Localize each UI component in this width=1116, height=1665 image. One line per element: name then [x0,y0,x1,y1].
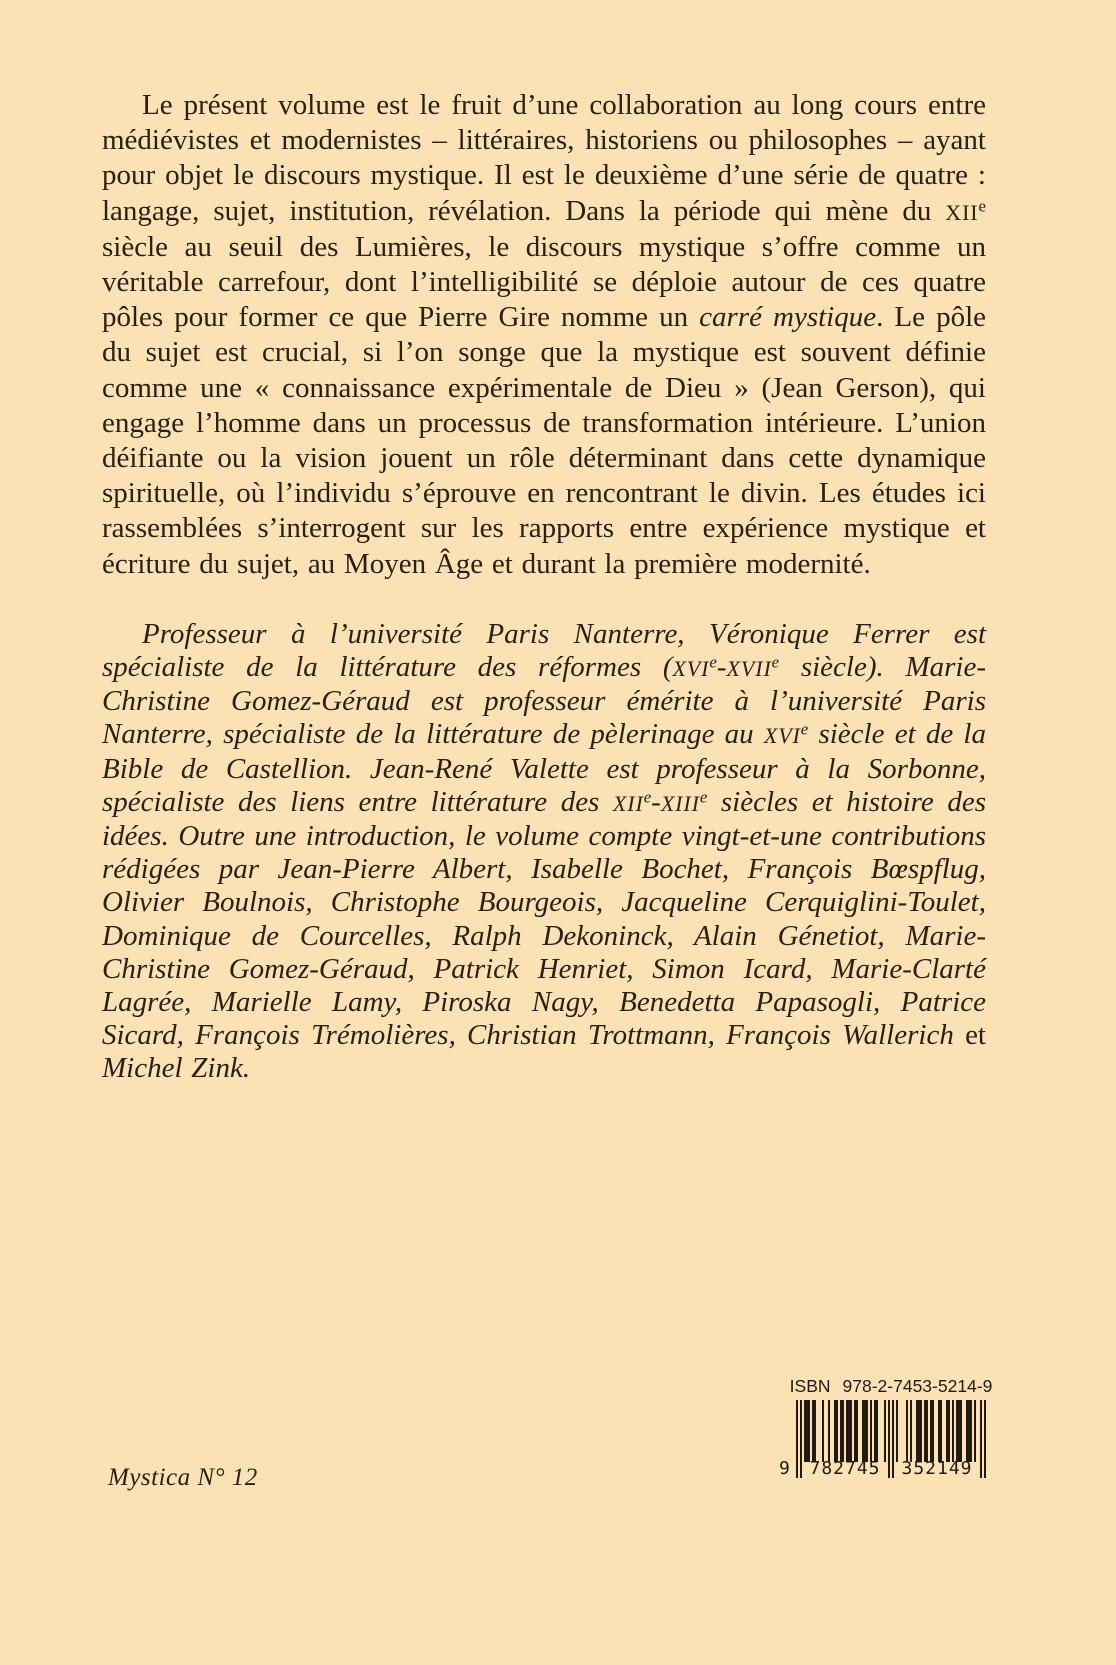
text-segment: e [699,787,708,807]
barcode-digits-right: 352149 [901,1458,973,1479]
barcode-digit-first: 9 [779,1458,790,1479]
text-segment: - [716,651,727,684]
text-segment: e [978,196,986,216]
text-segment: XII [945,199,979,225]
text-segment: XIII [660,790,700,816]
text-segment: e [800,720,809,740]
isbn-label: ISBN [789,1376,831,1396]
text-segment: siècle). Marie-Christine Gomez-Géraud est professeur émérite à l’université Paris Nanterre, spécialiste de la littérature de pèlerinage au [102,651,986,751]
text-segment: Le présent volume est le fruit d’une collaboration au long cours entre médiévistes et modernistes – littéraires, historiens ou philosophes – ayant pour objet le discours mystique. Il est le deuxième d’une série de quatre : langage, sujet, institution, révélation. Dans la période qui mène du [102,89,986,227]
text-segment: siècles et histoire des idées. Outre une introduction, le volume compte vingt-et-une contributions rédigées par Jean-Pierre Albert, Isabelle Bochet, François Bœspflug, Olivier Boulnois, Christophe Bourgeois, Jacqueline Cerquiglini-Toulet, Dominique de Courcelles, Ralph Dekoninck, Alain Génetiot, Marie-Christine Gomez-Géraud, Patrick Henriet, Simon Icard, Marie-Clarté Lagrée, Marielle Lamy, Piroska Nagy, Benedetta Papasogli, Patrice Sicard, François Trémolières, Christian Trottmann, François Wallerich [102,785,986,1052]
barcode-digits-left: 782745 [809,1458,881,1479]
text-segment: - [651,785,661,818]
isbn-number: 978-2-7453-5214-9 [842,1376,993,1396]
text-segment: XVI [672,656,710,682]
text-segment: et [965,1019,986,1052]
ean-barcode [779,1400,986,1496]
text-segment: Michel Zink. [102,1052,251,1085]
isbn-block [779,1376,993,1496]
text-segment: . Le pôle du sujet est crucial, si l’on songe que la mystique est souvent définie comme une « connaissance expérimentale de Dieu » (Jean Gerson), qui engage l’homme dans un processus de transformation intérieure. L’union déifiante ou la vision jouent un rôle déterminant dans cette dynamique spirituelle, où l’individu s’éprouve en rencontrant le divin. Les études ici rassemblées s’interrogent sur les rapports entre expérience mystique et écriture du sujet, au Moyen Âge et durant la première modernité. [102,301,987,580]
text-segment: siècle au seuil des Lumières, le discours mystique s’offre comme un véritable carrefour, dont l’intelligibilité se déploie autour de ces quatre pôles pour former ce que Pierre Gire nomme un [102,230,986,334]
text-segment: siècle et de la Bible de Castellion. Jean-René Valette est professeur à la Sorbonne, spécialiste des liens entre littérature des [102,718,986,818]
text-segment: Professeur à l’université Paris Nanterre, Véronique Ferrer est spécialiste de la littérature des réformes ( [102,617,986,684]
collection-label: Mystica N° 12 [108,1464,258,1491]
paragraph-contributors [102,618,986,1086]
text-segment: e [771,652,780,672]
text-segment: XII [612,790,644,816]
paragraph-summary [102,88,986,582]
text-segment: XVI [763,723,801,749]
isbn-line [790,1376,993,1397]
text-segment: XVII [726,656,772,682]
text-segment: carré mystique [699,301,877,334]
text-segment: e [643,787,652,807]
description-text [102,88,986,1086]
text-segment: e [709,652,717,672]
